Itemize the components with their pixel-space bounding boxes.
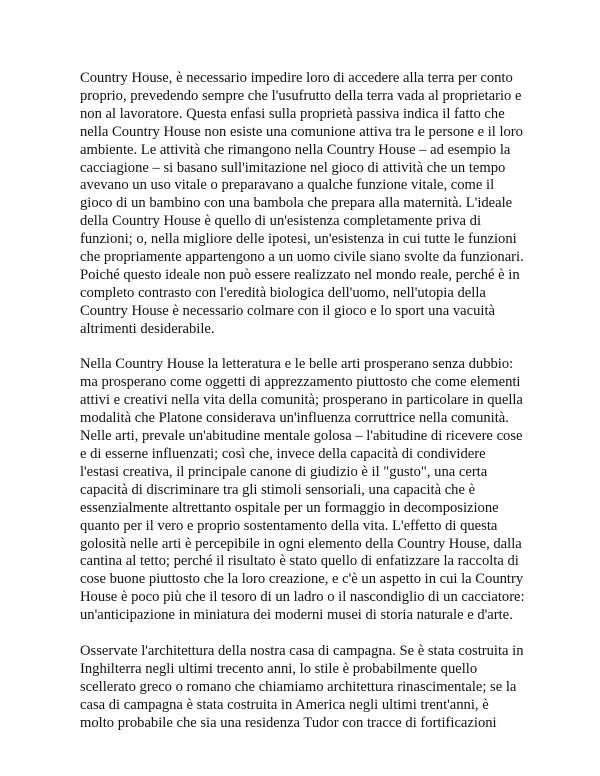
text-line: cacciagione – si basano sull'imitazione nel gioco di attività che un tempo: [80, 159, 506, 176]
text-line: capacità di discriminare tra gli stimoli sensoriali, una capacità che è: [80, 481, 476, 498]
text-line: essenzialmente altrettanto ospitale per un formaggio in decomposizione: [80, 499, 499, 516]
text-line: proprio, prevedendo sempre che l'usufrutto della terra vada al proprietario e: [80, 87, 522, 104]
text-line: ambiente. Le attività che rimangono nella Country House – ad esempio la: [80, 141, 511, 158]
text-line: molto probabile che sia una residenza Tudor con tracce di fortificazioni: [80, 714, 497, 731]
text-line: gioco di un bambino con una bambola che prepara alla maternità. L'ideale: [80, 195, 513, 212]
text-line: Poiché questo ideale non può essere realizzato nel mondo reale, perché è in: [80, 266, 520, 283]
text-line: un'anticipazione in miniatura dei moderni musei di storia naturale e d'arte.: [80, 607, 513, 624]
text-line: cantina al tetto; perché il risultato è stato quello di enfatizzare la raccolta di: [80, 553, 519, 570]
text-line: completo contrasto con l'eredità biologica dell'uomo, nell'utopia della: [80, 284, 486, 301]
text-line: Nella Country House la letteratura e le belle arti prosperano senza dubbio:: [80, 356, 514, 373]
text-line: modalità che Platone considerava un'influenza corruttrice nella comunità.: [80, 410, 509, 427]
paragraph: [80, 356, 524, 625]
text-line: ma prosperano come oggetti di apprezzamento piuttosto che come elementi: [80, 374, 521, 391]
text-line: che propriamente appartengono a un uomo civile siano svolte da funzionari.: [80, 249, 524, 266]
text-line: e di esserne influenzati; così che, invece della capacità di condividere: [80, 446, 486, 463]
text-line: Country House è necessario colmare con il gioco e lo sport una vacuità: [80, 302, 495, 319]
body-text: [80, 70, 524, 733]
paragraph: [80, 643, 524, 733]
text-line: della Country House è quello di un'esistenza completamente priva di: [80, 213, 482, 230]
text-line: Inghilterra negli ultimi trecento anni, lo stile è probabilmente quello: [80, 660, 478, 677]
text-line: funzioni; o, nella migliore delle ipotesi, un'esistenza in cui tutte le funzioni: [80, 231, 517, 248]
text-line: nella Country House non esiste una comunione attiva tra le persone e il loro: [80, 123, 523, 140]
text-line: non al lavoratore. Questa enfasi sulla proprietà passiva indica il fatto che: [80, 105, 505, 122]
text-line: golosità nelle arti è percepibile in ogni elemento della Country House, dalla: [80, 535, 522, 552]
text-line: scellerato greco o romano che chiamiamo architettura rinascimentale; se la: [80, 678, 517, 695]
text-line: Nelle arti, prevale un'abitudine mentale golosa – l'abitudine di ricevere cose: [80, 428, 523, 445]
paragraph: [80, 70, 524, 339]
text-line: Osservate l'architettura della nostra casa di campagna. Se è stata costruita in: [80, 642, 524, 659]
text-line: House è poco più che il tesoro di un ladro o il nascondiglio di un cacciatore:: [80, 589, 525, 606]
text-line: casa di campagna è stata costruita in America negli ultimi trent'anni, è: [80, 696, 489, 713]
text-line: avevano un uso vitale o preparavano a qualche funzione vitale, come il: [80, 177, 495, 194]
text-line: quanto per il vero e proprio sostentamento della vita. L'effetto di questa: [80, 517, 498, 534]
text-line: cose buone piuttosto che la loro creazione, e c'è un aspetto in cui la Country: [80, 571, 524, 588]
text-line: l'estasi creativa, il principale canone di giudizio è il "gusto", una certa: [80, 463, 488, 480]
text-line: altrimenti desiderabile.: [80, 320, 215, 337]
text-line: attivi e creativi nella vita della comunità; prosperano in particolare in quella: [80, 392, 523, 409]
text-line: Country House, è necessario impedire loro di accedere alla terra per conto: [80, 70, 513, 86]
